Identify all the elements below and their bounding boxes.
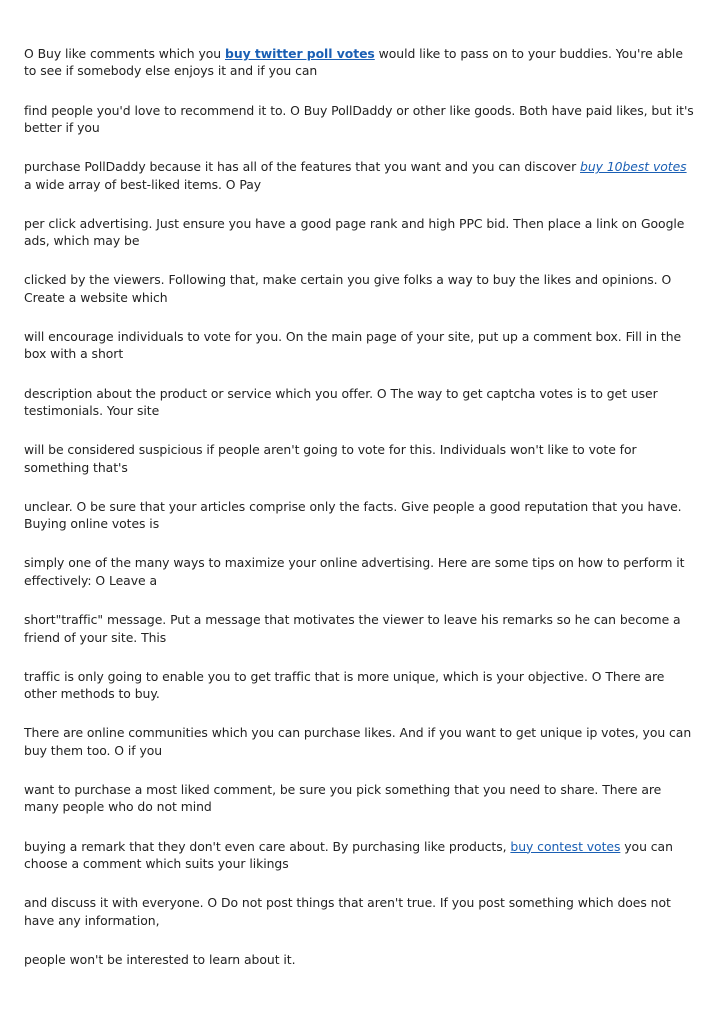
paragraph-12: [24, 668, 696, 703]
paragraph-3: [24, 158, 696, 193]
paragraph-text: find people you'd love to recommend it to. O Buy PollDaddy or other like goods. Both have paid likes, but it's better if you: [24, 102, 694, 136]
buy-contest-votes-link[interactable]: buy contest votes: [510, 838, 621, 854]
paragraph-text: people won't be interested to learn about it.: [24, 951, 296, 967]
paragraph-text: you can choose a comment which suits your likings: [24, 838, 673, 871]
paragraph-14: [24, 781, 696, 816]
paragraph-text: traffic is only going to enable you to get traffic that is more unique, which is your objective. O There are other methods to buy.: [24, 668, 665, 702]
document-body: [24, 45, 696, 990]
buy-twitter-poll-votes-link[interactable]: buy twitter poll votes: [225, 46, 375, 61]
buy-10best-votes-link[interactable]: buy 10best votes: [580, 159, 687, 175]
paragraph-15: [24, 838, 696, 873]
paragraph-text: O Buy like comments which you: [24, 46, 225, 61]
paragraph-text: short"traffic" message. Put a message that motivates the viewer to leave his remarks so he can become a friend of your site. This: [24, 612, 681, 645]
paragraph-text: a wide array of best-liked items. O Pay: [24, 176, 262, 192]
paragraph-text: and discuss it with everyone. O Do not post things that aren't true. If you post something which does not have any information,: [24, 895, 671, 928]
paragraph-2: [24, 102, 696, 137]
paragraph-text: would like to pass on to your buddies. You're able to see if somebody else enjoys it and if you can: [24, 46, 683, 79]
paragraph-10: [24, 554, 696, 589]
paragraph-1: [24, 45, 696, 80]
paragraph-5: [24, 271, 696, 306]
paragraph-text: buying a remark that they don't even care about. By purchasing like products,: [24, 838, 511, 854]
paragraph-text: want to purchase a most liked comment, be sure you pick something that you need to share. There are many people who do not mind: [24, 781, 662, 815]
paragraph-6: [24, 328, 696, 363]
paragraph-text: simply one of the many ways to maximize your online advertising. Here are some tips on how to perform it effectively: O Leave a: [24, 555, 685, 588]
paragraph-7: [24, 385, 696, 420]
paragraph-text: will be considered suspicious if people aren't going to vote for this. Individuals won't like to vote for something that's: [24, 442, 637, 475]
paragraph-text: will encourage individuals to vote for you. On the main page of your site, put up a comment box. Fill in the box with a short: [24, 329, 682, 362]
paragraph-16: [24, 894, 696, 929]
paragraph-text: purchase PollDaddy because it has all of the features that you want and you can discover: [24, 159, 581, 175]
paragraph-9: [24, 498, 696, 533]
paragraph-17: [24, 951, 696, 968]
paragraph-11: [24, 611, 696, 646]
paragraph-8: [24, 441, 696, 476]
paragraph-text: There are online communities which you can purchase likes. And if you want to get unique ip votes, you can buy them too. O if you: [24, 725, 692, 758]
paragraph-text: per click advertising. Just ensure you have a good page rank and high PPC bid. Then place a link on Google ads, which may be: [24, 215, 685, 249]
paragraph-text: unclear. O be sure that your articles comprise only the facts. Give people a good reputation that you have. Buying online votes is: [24, 498, 682, 532]
paragraph-text: clicked by the viewers. Following that, make certain you give folks a way to buy the likes and opinions. O Create a website which: [24, 272, 672, 305]
paragraph-13: [24, 724, 696, 759]
paragraph-text: description about the product or service which you offer. O The way to get captcha votes is to get user testimonials. Your site: [24, 385, 658, 419]
paragraph-4: [24, 215, 696, 250]
